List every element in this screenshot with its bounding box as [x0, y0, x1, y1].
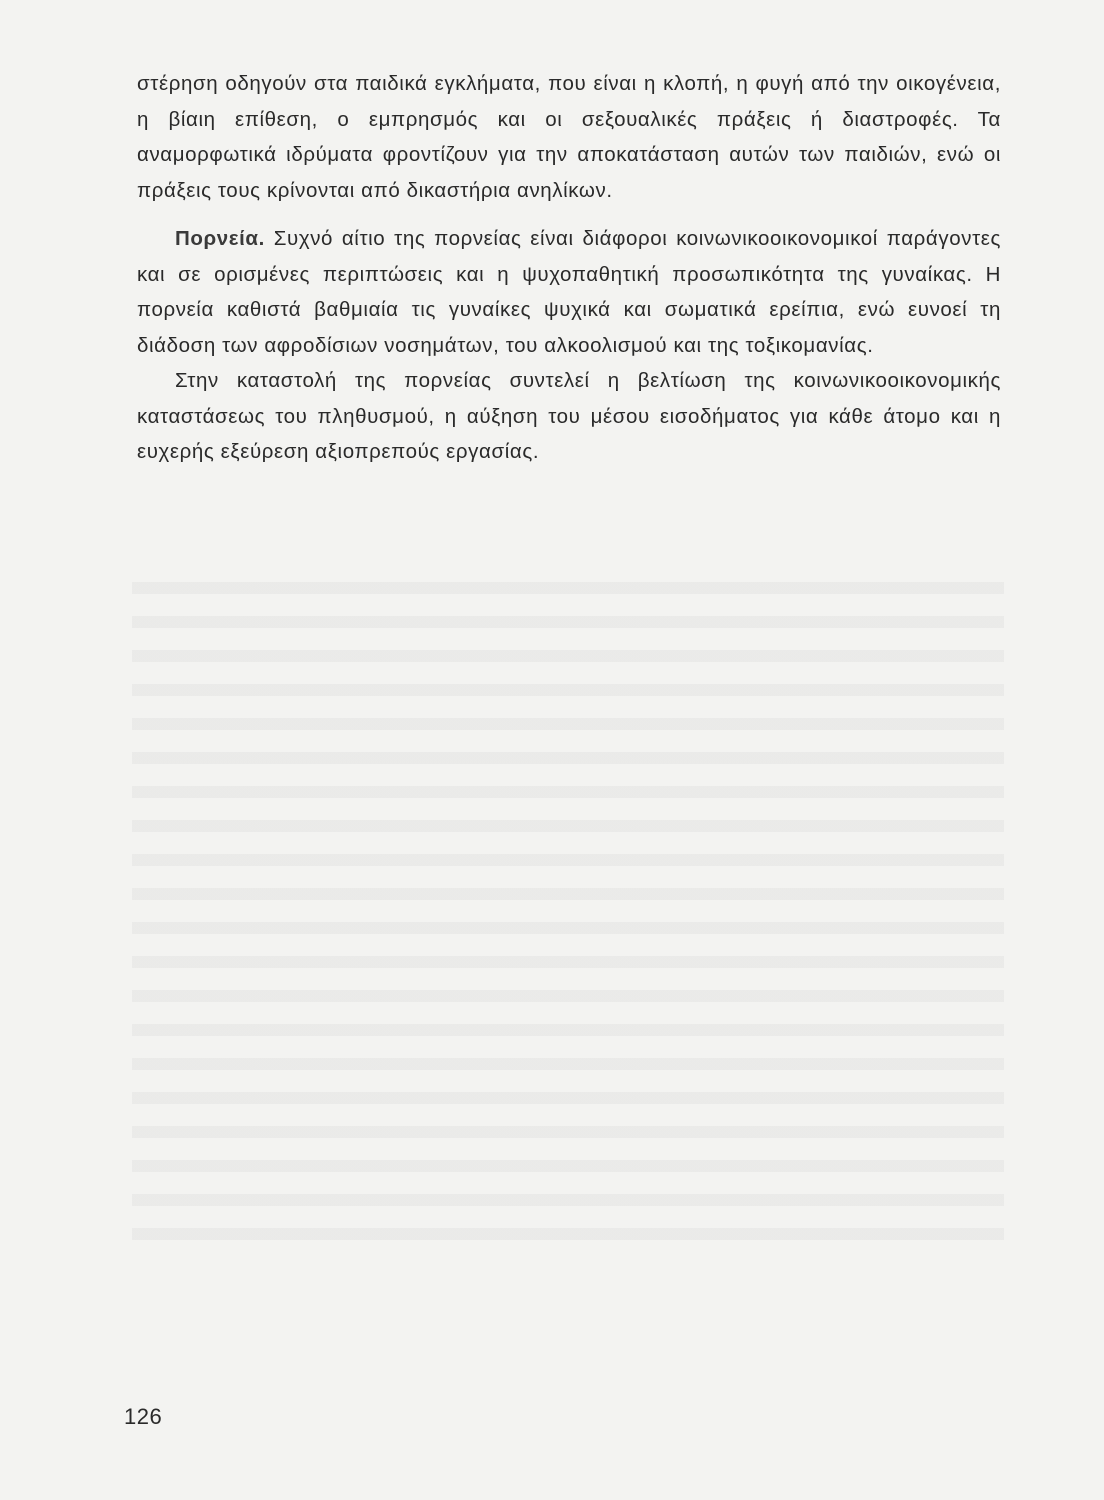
paragraph-prostitution [137, 221, 1001, 363]
show-through-text [132, 560, 1004, 1240]
paragraph-suppression: Στην καταστολή της πορνείας συντελεί η βελτίωση της κοινωνικοοικονομικής καταστάσεως του πληθυσμού, η αύξηση του μέσου εισοδήματος για κάθε άτομο και η ευχερής εξεύρεση αξιοπρεπούς εργασίας. [137, 369, 1001, 463]
paragraph-prostitution-text: Συχνό αίτιο της πορνείας είναι διάφοροι κοινωνικοοικονομικοί παράγοντες και σε ορισμένες περιπτώσεις και η ψυχοπαθητική προσωπικότητα της γυναίκας. Η πορνεία καθιστά βαθμιαία τις γυναίκες ψυχικά και σωματικά ερείπια, ενώ ευνοεί τη διάδοση των αφροδίσιων νοσημάτων, του αλκοολισμού και της τοξικομανίας. [137, 227, 1001, 357]
paragraph-delinquency: στέρηση οδηγούν στα παιδικά εγκλήματα, που είναι η κλοπή, η φυγή από την οικογένεια, η βίαιη επίθεση, ο εμπρησμός και οι σεξουαλικές πράξεις ή διαστροφές. Τα αναμορφωτικά ιδρύματα φροντίζουν για την αποκατάσταση αυτών των παιδιών, ενώ οι πράξεις τους κρίνονται από δικαστήρια ανηλίκων. [137, 72, 1001, 202]
page-number: 126 [124, 1404, 163, 1429]
section-term: Πορνεία. [175, 227, 265, 250]
body-text [137, 66, 1001, 470]
